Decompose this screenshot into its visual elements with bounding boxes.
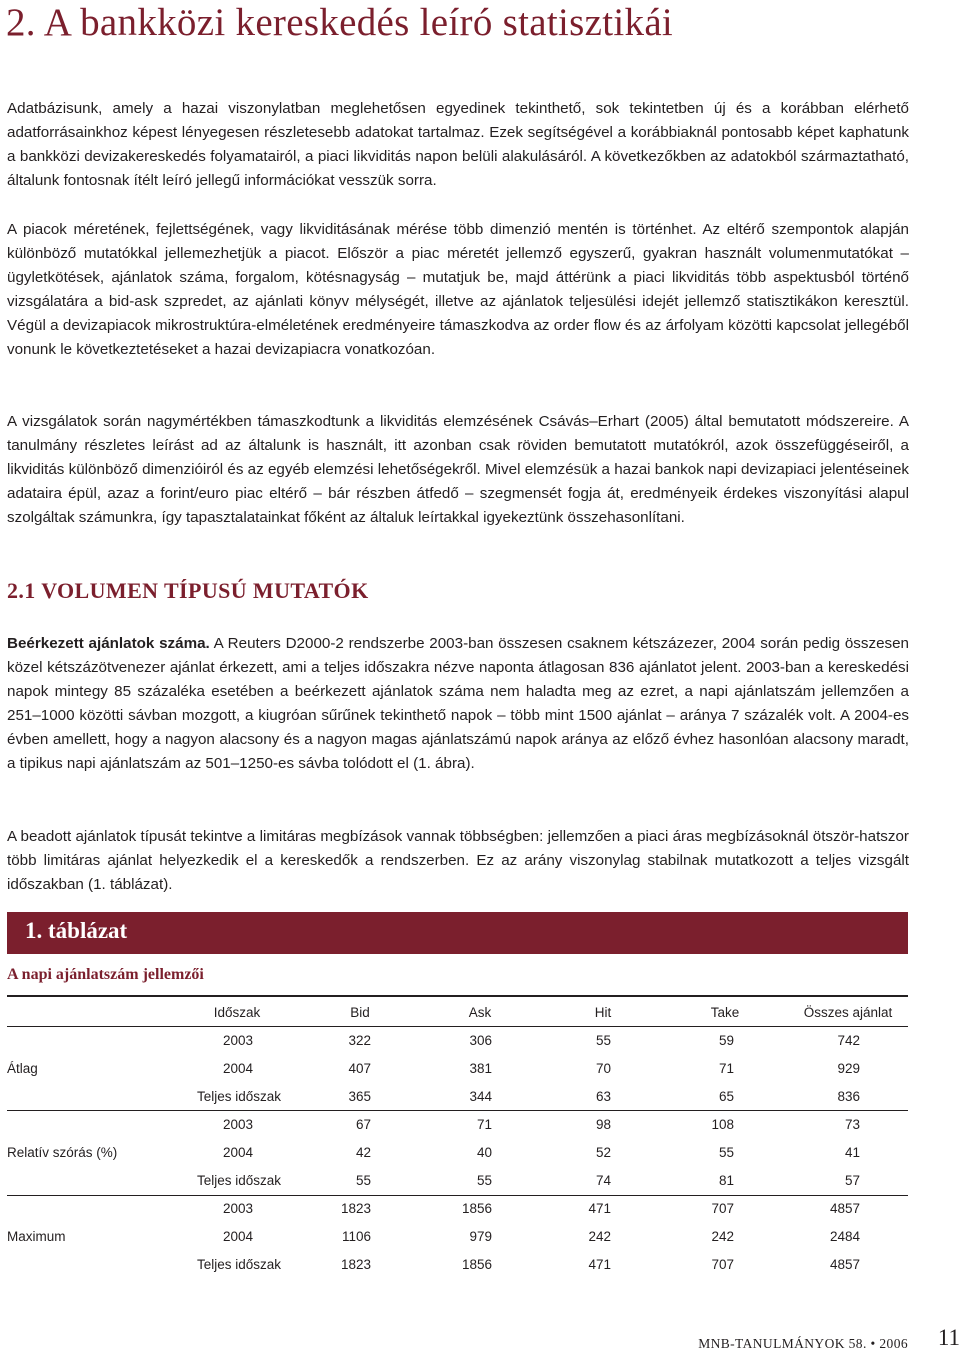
table-cell-period: 2003: [222, 1201, 253, 1216]
section-heading: 2.1 VOLUMEN TÍPUSÚ MUTATÓK: [7, 578, 369, 603]
table-cell-take: 81: [718, 1173, 734, 1188]
table-cell-bid: 407: [348, 1061, 371, 1076]
intro-paragraph: Adatbázisunk, amely a hazai viszonylatban meglehetősen egyedinek tekinthető, sok tekintetben új és a korábban elérhető adatforrásainkhoz képest lényegesen részletesebb adatokat tartalmaz. Ezek segítségével a korábbiaknál pontosabb képet kaphatunk a bankközi devizakereskedés folyamatairól, a piaci likviditás napon belüli alakulásáról. A következőkben az adatokból származtatható, általunk fontosnak ítélt leíró jellegű információkat vesszük sorra.: [7, 100, 909, 189]
offers-text: A Reuters D2000-2 rendszerbe 2003-ban összesen csaknem kétszázezer, 2004 során pedig összesen közel kétszázötvenezer ajánlat érkezett, ami a teljes időszakra nézve naponta átlagosan 836 ajánlatot jelent. 2003-ban a kereskedési napok mintegy 85 százaléka esetében a beérkezett ajánlatok száma nem haladta meg az ezret, a napi ajánlatszám jellemzően a 251–1000 közötti sávban mozgott, a kiugróan sűrűnek tekinthető napok – több mint 1500 ajánlat – aránya 7 százalék volt. A 2004-es évben amellett, hogy a nagyon alacsony és a nagyon magas ajánlatszámú napok aránya az előző évhez hasonlóan alacsony maradt, a tipikus napi ajánlatszám az 501–1250-es sávba tolódott el (1. ábra).: [7, 635, 909, 772]
table-cell-total: 41: [844, 1145, 860, 1160]
table-label-bar: [7, 912, 908, 954]
table-cell-hit: 242: [588, 1229, 611, 1244]
table-header-rule: [7, 1026, 908, 1027]
page-title: 2. A bankközi kereskedés leíró statisztikái: [6, 1, 674, 44]
table-header-take: Take: [710, 1005, 740, 1020]
table-cell-bid: 1823: [340, 1201, 371, 1216]
table-cell-bid: 365: [348, 1089, 371, 1104]
table-cell-ask: 344: [469, 1089, 492, 1104]
table-cell-take: 59: [718, 1033, 734, 1048]
table-cell-take: 242: [711, 1229, 734, 1244]
publication-footer: MNB-TANULMÁNYOK 58. • 2006: [698, 1336, 908, 1351]
table-cell-bid: 67: [355, 1117, 371, 1132]
table-cell-bid: 1106: [341, 1229, 371, 1244]
table-cell-hit: 98: [595, 1117, 611, 1132]
table-cell-ask: 55: [476, 1173, 492, 1188]
order-types-paragraph: A beadott ajánlatok típusát tekintve a limitáras megbízások vannak többségben: jellemzően a piaci áras megbízásoknál ötször-hatszor több limitáras ajánlat helyezkedik el a kereskedők a rendszerben. Ez az arány viszonylag stabilnak mutatkozott a teljes vizsgált időszakban (1. táblázat).: [7, 828, 909, 893]
table-cell-period: 2004: [222, 1061, 253, 1076]
table-label: 1. táblázat: [25, 918, 128, 943]
methods-paragraph: A piacok méretének, fejlettségének, vagy likviditásának mérése több dimenzió mentén is történhet. Az eltérő szempontok alapján különböző mutatókkal jellemezhetjük a piacot. Először a piac méretét jellemző egyszerű, gyakran használt volumenmutatókat – ügyletkötések, ajánlatok száma, forgalom, kötésnagyság – mutatjuk be, majd áttérünk a piaci likviditás több aspektusból történő vizsgálatára a bid-ask szpredet, az ajánlati könyv mélységét, illetve az ajánlatok teljesülési idejét jellemző statisztikákon keresztül. Végül a devizapiacok mikrostruktúra-elméletének eredményeire támaszkodva az order flow és az árfolyam közötti kapcsolat jellegéből vonunk le következtetéseket a hazai devizapiacra vonatkozóan.: [7, 221, 909, 358]
table-cell-ask: 71: [476, 1117, 492, 1132]
table-cell-hit: 52: [595, 1145, 611, 1160]
table-cell-ask: 979: [469, 1229, 492, 1244]
table-header-total: Összes ajánlat: [803, 1005, 893, 1020]
table-group-label: Átlag: [7, 1061, 38, 1076]
table-cell-ask: 381: [469, 1061, 492, 1076]
table-cell-period: Teljes időszak: [196, 1089, 281, 1104]
table-cell-take: 707: [711, 1201, 734, 1216]
table-cell-hit: 70: [595, 1061, 611, 1076]
table-cell-total: 4857: [829, 1201, 860, 1216]
table-cell-total: 929: [837, 1061, 860, 1076]
table-cell-ask: 1856: [461, 1201, 492, 1216]
table-cell-ask: 1856: [461, 1257, 492, 1272]
table-cell-period: Teljes időszak: [196, 1173, 281, 1188]
table-cell-hit: 471: [588, 1257, 611, 1272]
page-number: 11: [937, 1325, 960, 1350]
table-top-rule: [7, 995, 908, 997]
table-cell-period: 2003: [222, 1033, 253, 1048]
table-cell-take: 71: [718, 1061, 734, 1076]
table-cell-bid: 42: [355, 1145, 371, 1160]
offers-paragraph: [7, 632, 909, 776]
table-cell-total: 57: [844, 1173, 860, 1188]
table-cell-hit: 63: [595, 1089, 611, 1104]
table-group-rule: [7, 1110, 908, 1111]
table-cell-period: 2003: [222, 1117, 253, 1132]
table-cell-period: 2004: [222, 1145, 253, 1160]
table-header-ask: Ask: [468, 1005, 492, 1020]
table-group-rule: [7, 1195, 908, 1196]
table-cell-hit: 74: [595, 1173, 611, 1188]
table-cell-hit: 55: [595, 1033, 611, 1048]
offers-lead: Beérkezett ajánlatok száma.: [7, 635, 210, 652]
table-cell-total: 836: [837, 1089, 860, 1104]
table-cell-period: 2004: [222, 1229, 253, 1244]
table-header-bid: Bid: [350, 1005, 370, 1020]
table-cell-total: 73: [844, 1117, 860, 1132]
table-cell-ask: 306: [469, 1033, 492, 1048]
table-cell-total: 742: [837, 1033, 860, 1048]
table-cell-take: 55: [718, 1145, 734, 1160]
table-cell-hit: 471: [588, 1201, 611, 1216]
table-group-label: Relatív szórás (%): [7, 1145, 118, 1160]
table-header-hit: Hit: [594, 1005, 612, 1020]
table-cell-bid: 55: [355, 1173, 371, 1188]
table-cell-ask: 40: [476, 1145, 492, 1160]
table-cell-period: Teljes időszak: [196, 1257, 281, 1272]
table-cell-take: 108: [711, 1117, 734, 1132]
table-cell-take: 707: [711, 1257, 734, 1272]
table-header-period: Időszak: [213, 1005, 261, 1020]
table-cell-take: 65: [718, 1089, 734, 1104]
table-group-label: Maximum: [7, 1229, 66, 1244]
table-cell-total: 4857: [829, 1257, 860, 1272]
table-cell-bid: 322: [348, 1033, 371, 1048]
table-caption: A napi ajánlatszám jellemzői: [7, 966, 204, 983]
table-cell-bid: 1823: [340, 1257, 371, 1272]
table-cell-total: 2484: [829, 1229, 860, 1244]
literature-paragraph: A vizsgálatok során nagymértékben támaszkodtunk a likviditás elemzésének Csávás–Erhart (2005) által bemutatott módszereire. A tanulmány részletes leírást ad az általunk is használt, itt azonban csak röviden bemutatott mutatókról, azok összefüggéseiről, a likviditás különböző dimenzióiról és az egyéb elemzési lehetőségekről. Mivel elemzésük a hazai bankok napi devizapiaci jelentéseinek adataira épül, azaz a forint/euro piac eltérő – bár részben átfedő – szegmensét fogja át, eredményeik érdekes viszonyítási alapul szolgáltak számunkra, így tapasztalatainkat főként az általuk leírtakkal igyekeztünk összehasonlítani.: [7, 413, 909, 526]
